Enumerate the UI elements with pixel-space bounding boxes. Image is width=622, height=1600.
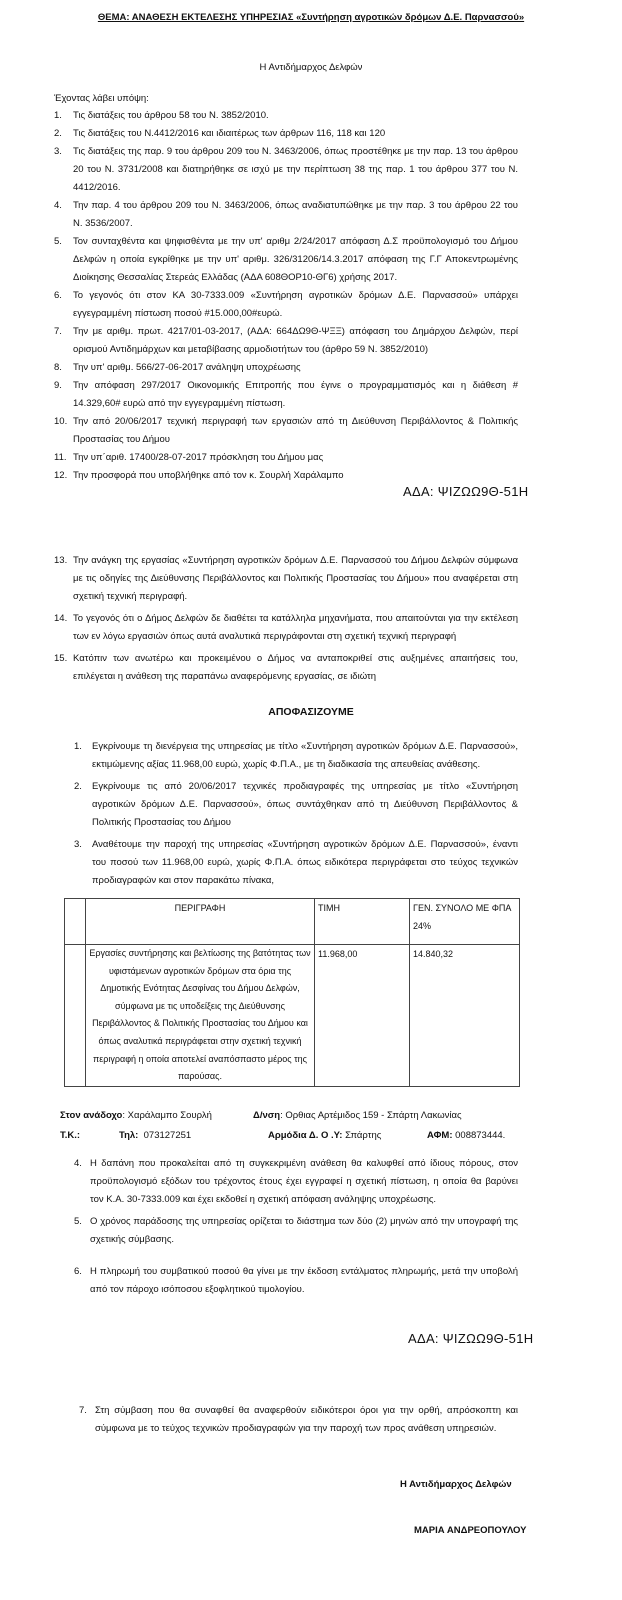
list-item bbox=[54, 650, 518, 686]
decision-heading: ΑΠΟΦΑΣΙΖΟΥΜΕ bbox=[268, 706, 354, 718]
list-item-number: 2. bbox=[54, 128, 62, 139]
list-item bbox=[54, 107, 518, 125]
decisions-list-3 bbox=[79, 1402, 518, 1438]
table-cell-price: 11.968,00 bbox=[315, 945, 410, 1087]
signature-name: ΜΑΡΙΑ ΑΝΔΡΕΟΠΟΥΛΟΥ bbox=[414, 1525, 527, 1536]
list-item bbox=[54, 449, 518, 467]
list-item bbox=[54, 610, 518, 646]
list-item-number: 2. bbox=[74, 781, 82, 792]
table-cell-index bbox=[65, 945, 86, 1087]
document-title: ΘΕΜΑ: ΑΝΑΘΕΣΗ ΕΚΤΕΛΕΣΗΣ ΥΠΗΡΕΣΙΑΣ «Συντήρηση αγροτικών δρόμων Δ.Ε. Παρνασσού» bbox=[97, 12, 525, 23]
list-item-number: 10. bbox=[54, 416, 68, 427]
list-item-text: Τις διατάξεις του Ν.4412/2016 και ιδιαιτέρως των άρθρων 116, 118 και 120 bbox=[73, 128, 386, 139]
phone-label: Τηλ: bbox=[119, 1130, 139, 1141]
list-item-text: Κατόπιν των ανωτέρω και προκειμένου ο Δήμος να ανταποκριθεί στις αυξημένες απαιτήσεις του, επιλέγεται η ανάθεση της παραπάνω αναφερόμενης εργασίας, σε ιδιώτη bbox=[73, 653, 518, 682]
list-item-number: 5. bbox=[74, 1216, 82, 1227]
considerations-list-2 bbox=[54, 552, 518, 686]
address-value: : Ορθιας Αρτέμιδος 159 - Σπάρτη Λακωνίας bbox=[280, 1110, 462, 1121]
list-item-number: 4. bbox=[74, 1158, 82, 1169]
tax-office-line bbox=[268, 1127, 381, 1145]
list-item bbox=[74, 778, 518, 832]
vat-label: ΑΦΜ: bbox=[427, 1130, 453, 1141]
list-item-number: 4. bbox=[54, 200, 62, 211]
list-item bbox=[54, 125, 518, 143]
list-item-text: Στη σύμβαση που θα συναφθεί θα αναφερθούν ειδικότεροι όροι για την ορθή, απρόσκοπτη και σύμφωνα με το τεύχος τεχνικών προδιαγραφών για την παροχή των προς ανάθεση υπηρεσιών. bbox=[95, 1405, 518, 1434]
list-item-number: 13. bbox=[54, 555, 68, 566]
list-item-number: 1. bbox=[54, 110, 62, 121]
list-item bbox=[54, 233, 518, 287]
issuer-heading: Η Αντιδήμαρχος Δελφών bbox=[259, 62, 363, 73]
list-item bbox=[74, 738, 518, 774]
vat-value: 008873444. bbox=[455, 1130, 506, 1141]
list-item-number: 6. bbox=[54, 290, 62, 301]
table-header-price: ΤΙΜΗ bbox=[315, 899, 410, 945]
list-item-number: 9. bbox=[54, 380, 62, 391]
list-item bbox=[54, 413, 518, 449]
table-row bbox=[65, 945, 520, 1087]
list-item-text: Την με αριθμ. πρωτ. 4217/01-03-2017, (ΑΔΑ: 664ΔΩ9Θ-ΨΞΞ) απόφαση του Δημάρχου Δελφών, περί ορισμού Αντιδημάρχων και μεταβίβασης αρμοδιοτήτων του (άρθρο 59 Ν. 3852/2010) bbox=[73, 326, 518, 355]
list-item-text: Το γεγονός ότι ο Δήμος Δελφών δε διαθέτει τα κατάλληλα μηχανήματα, που απαιτούνται για την εκτέλεση των εν λόγω εργασιών όπως αυτά αναλυτικά περιγράφονται στη σχετική τεχνική περιγραφή bbox=[73, 613, 518, 642]
list-item-text: Τις διατάξεις του άρθρου 58 του Ν. 3852/2010. bbox=[73, 110, 269, 121]
intro-text: Έχοντας λάβει υπόψη: bbox=[54, 93, 149, 104]
signature-title: Η Αντιδήμαρχος Δελφών bbox=[400, 1479, 512, 1490]
ada-code-bottom: ΑΔΑ: ΨΙΖΩΩ9Θ-51Η bbox=[408, 1331, 534, 1346]
cost-table bbox=[64, 898, 520, 1087]
list-item bbox=[54, 143, 518, 197]
phone-line bbox=[119, 1127, 191, 1145]
list-item-number: 7. bbox=[79, 1405, 87, 1416]
list-item-text: Εγκρίνουμε τη διενέργεια της υπηρεσίας με τίτλο «Συντήρηση αγροτικών δρόμων Δ.Ε. Παρνασσού», εκτιμώμενης αξίας 11.968,00 ευρώ, χωρίς Φ.Π.Α., με τη διαδικασία της απευθείας ανάθεσης. bbox=[92, 741, 518, 770]
list-item-number: 12. bbox=[54, 470, 68, 481]
tax-office-label: Αρμόδια Δ. Ο .Υ: bbox=[268, 1130, 343, 1141]
list-item-text: Η δαπάνη που προκαλείται από τη συγκεκριμένη ανάθεση θα καλυφθεί από ίδιους πόρους, στον προϋπολογισμό εξόδων του τρέχοντος έτους έχει εγγραφεί η σχετική πίστωση, η οποία θα βαρύνει τον Κ.Α. 30-7333.009 και έχει εκδοθεί η σχετική απόφαση ανάληψης υποχρέωσης. bbox=[90, 1158, 518, 1205]
list-item bbox=[54, 287, 518, 323]
table-header-total: ΓΕΝ. ΣΥΝΟΛΟ ΜΕ ΦΠΑ 24% bbox=[410, 899, 520, 945]
list-item-text: Αναθέτουμε την παροχή της υπηρεσίας «Συντήρηση αγροτικών δρόμων Δ.Ε. Παρνασσού», έναντι του ποσού των 11.968,00 ευρώ, χωρίς Φ.Π.Α. όπως ειδικότερα περιγράφεται στο τεύχος τεχνικών προδιαγραφών και στον παρακάτω πίνακα, bbox=[92, 839, 518, 886]
list-item-text: Την προσφορά που υποβλήθηκε από τον κ. Σουρλή Χαράλαμπο bbox=[73, 470, 344, 481]
contractor-line-1 bbox=[60, 1107, 212, 1125]
list-item-text: Η πληρωμή του συμβατικού ποσού θα γίνει με την έκδοση εντάλματος πληρωμής, μετά την υποβολή από τον πάροχο ισόποσου εξοφλητικού τιμολογίου. bbox=[90, 1266, 518, 1295]
decisions-list bbox=[74, 738, 518, 890]
list-item-text: Την παρ. 4 του άρθρου 209 του Ν. 3463/2006, όπως αναδιατυπώθηκε με την παρ. 3 του άρθρου 22 του Ν. 3536/2007. bbox=[73, 200, 518, 229]
contractor-address-line bbox=[253, 1107, 462, 1125]
list-item-text: Την υπ' αριθμ. 566/27-06-2017 ανάληψη υποχρέωσης bbox=[73, 362, 301, 373]
list-item bbox=[74, 836, 518, 890]
table-header-description: ΠΕΡΙΓΡΑΦΗ bbox=[86, 899, 315, 945]
list-item-text: Την ανάγκη της εργασίας «Συντήρηση αγροτικών δρόμων Δ.Ε. Παρνασσού του Δήμου Δελφών σύμφωνα με τις οδηγίες της Διεύθυνσης Περιβάλλοντος και Πολιτικής Προστασίας του Δήμου» που αναφέρεται στη σχετική τεχνική περιγραφή. bbox=[73, 555, 518, 602]
list-item bbox=[54, 552, 518, 606]
tax-office-value: Σπάρτης bbox=[345, 1130, 382, 1141]
list-item bbox=[54, 359, 518, 377]
list-item bbox=[74, 1213, 518, 1249]
list-item-number: 3. bbox=[54, 146, 62, 157]
list-item-number: 15. bbox=[54, 653, 68, 664]
list-item-number: 7. bbox=[54, 326, 62, 337]
list-item-number: 3. bbox=[74, 839, 82, 850]
table-cell-total: 14.840,32 bbox=[410, 945, 520, 1087]
list-item bbox=[54, 323, 518, 359]
list-item-number: 8. bbox=[54, 362, 62, 373]
vat-line bbox=[427, 1127, 505, 1145]
contractor-label: Στον ανάδοχο bbox=[60, 1110, 123, 1121]
list-item-text: Την υπ΄αριθ. 17400/28-07-2017 πρόσκληση του Δήμου μας bbox=[73, 452, 324, 463]
table-cell-index bbox=[65, 899, 86, 945]
list-item-number: 11. bbox=[54, 452, 67, 463]
address-label: Δ/νση bbox=[253, 1110, 281, 1121]
list-item bbox=[79, 1402, 518, 1438]
considerations-list bbox=[54, 107, 518, 485]
list-item-number: 14. bbox=[54, 613, 68, 624]
decisions-list-2 bbox=[74, 1155, 518, 1299]
table-header-row bbox=[65, 899, 520, 945]
list-item-number: 1. bbox=[74, 741, 82, 752]
list-item-number: 5. bbox=[54, 236, 62, 247]
list-item-text: Τον συνταχθέντα και ψηφισθέντα με την υπ' αριθμ 2/24/2017 απόφαση Δ.Σ προϋπολογισμό του Δήμου Δελφών η οποία εγκρίθηκε με την υπ' αριθμ. 326/31206/14.3.2017 απόφαση της Γ.Γ Αποκεντρωμένης Διοίκησης Θεσσαλίας Στερεάς Ελλάδας (ΑΔΑ 608ΘΟΡ10-ΘΓ6) χρήσης 2017. bbox=[73, 236, 518, 283]
list-item-text: Ο χρόνος παράδοσης της υπηρεσίας ορίζεται το διάστημα των δύο (2) μηνών από την υπογραφή της σχετικής σύμβασης. bbox=[90, 1216, 518, 1245]
table-cell-description: Εργασίες συντήρησης και βελτίωσης της βατότητας των υφιστάμενων αγροτικών δρόμων στα όρια της Δημοτικής Ενότητας Δεσφίνας του Δήμου Δελφών, σύμφωνα με τις υποδείξεις της Διεύθυνσης Περιβάλλοντος & Πολιτικής Προστασίας του Δήμου και όπως αναλυτικά περιγράφεται στην σχετική τεχνική περιγραφή η οποία αποτελεί αναπόσπαστο μέρος της παρούσας. bbox=[86, 945, 315, 1087]
contractor-name: : Χαράλαμπο Σουρλή bbox=[122, 1110, 212, 1121]
list-item-text: Τις διατάξεις της παρ. 9 του άρθρου 209 του Ν. 3463/2006, όπως προστέθηκε με την παρ. 13 του άρθρου 20 του Ν. 3731/2008 και διατηρήθηκε σε ισχύ με την περίπτωση 38 της παρ. 1 του άρθρου 377 του Ν. 4412/2016. bbox=[73, 146, 518, 193]
list-item-text: Εγκρίνουμε τις από 20/06/2017 τεχνικές προδιαγραφές της υπηρεσίας με τίτλο «Συντήρηση αγροτικών δρόμων Δ.Ε. Παρνασσού», όπως συντάχθηκαν από τη Διεύθυνση Περιβάλλοντος & Πολιτικής Προστασίας του Δήμου bbox=[92, 781, 518, 828]
list-item bbox=[54, 197, 518, 233]
list-item-number: 6. bbox=[74, 1266, 82, 1277]
list-item bbox=[74, 1263, 518, 1299]
list-item bbox=[74, 1155, 518, 1209]
postal-code-label: Τ.Κ.: bbox=[60, 1130, 81, 1141]
list-item-text: Την απόφαση 297/2017 Οικονομικής Επιτροπής που έγινε ο προγραμματισμός και η διάθεση # 14.329,60# ευρώ από την εγγεγραμμένη πίστωση. bbox=[73, 380, 518, 409]
list-item-text: Το γεγονός ότι στον ΚΑ 30-7333.009 «Συντήρηση αγροτικών δρόμων Δ.Ε. Παρνασσού» υπάρχει εγγεγραμμένη πίστωση ποσού #15.000,00#ευρώ. bbox=[73, 290, 518, 319]
phone-value: 073127251 bbox=[143, 1130, 192, 1141]
list-item bbox=[54, 377, 518, 413]
list-item-text: Την από 20/06/2017 τεχνική περιγραφή των εργασιών από τη Διεύθυνση Περιβάλλοντος & Πολιτικής Προστασίας του Δήμου bbox=[73, 416, 518, 445]
ada-code-top: ΑΔΑ: ΨΙΖΩΩ9Θ-51Η bbox=[403, 484, 529, 499]
